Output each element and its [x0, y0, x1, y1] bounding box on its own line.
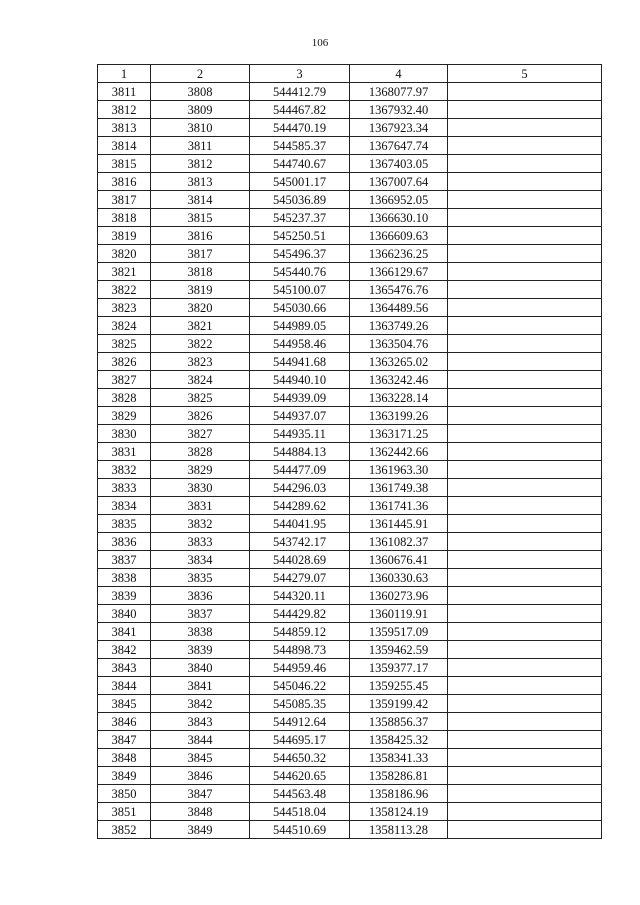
table-cell-col-4: 1361963.30 [350, 461, 448, 479]
table-cell-col-5 [448, 119, 602, 137]
table-cell-col-1: 3811 [98, 83, 151, 101]
table-cell-col-4: 1363504.76 [350, 335, 448, 353]
table-cell-col-1: 3843 [98, 659, 151, 677]
header-cell-1: 1 [98, 65, 151, 83]
table-cell-col-3: 544470.19 [250, 119, 350, 137]
table-row [98, 461, 602, 479]
table-cell-col-3: 543742.17 [250, 533, 350, 551]
table-cell-col-5 [448, 479, 602, 497]
table-cell-col-2: 3816 [151, 227, 250, 245]
table-cell-col-4: 1361741.36 [350, 497, 448, 515]
table-cell-col-1: 3851 [98, 803, 151, 821]
table-cell-col-5 [448, 407, 602, 425]
table-cell-col-2: 3838 [151, 623, 250, 641]
table-cell-col-1: 3817 [98, 191, 151, 209]
table-row [98, 371, 602, 389]
table-cell-col-3: 544940.10 [250, 371, 350, 389]
table-row [98, 749, 602, 767]
table-cell-col-4: 1363749.26 [350, 317, 448, 335]
table-row [98, 479, 602, 497]
table-cell-col-2: 3830 [151, 479, 250, 497]
table-row [98, 425, 602, 443]
table-cell-col-2: 3848 [151, 803, 250, 821]
table-cell-col-5 [448, 677, 602, 695]
table-cell-col-2: 3835 [151, 569, 250, 587]
table-row [98, 173, 602, 191]
table-cell-col-4: 1359255.45 [350, 677, 448, 695]
table-cell-col-4: 1359462.59 [350, 641, 448, 659]
table-cell-col-1: 3832 [98, 461, 151, 479]
table-cell-col-4: 1366952.05 [350, 191, 448, 209]
table-cell-col-4: 1358856.37 [350, 713, 448, 731]
table-cell-col-2: 3837 [151, 605, 250, 623]
table-cell-col-1: 3845 [98, 695, 151, 713]
table-row [98, 443, 602, 461]
table-cell-col-1: 3850 [98, 785, 151, 803]
table-cell-col-2: 3829 [151, 461, 250, 479]
table-cell-col-1: 3830 [98, 425, 151, 443]
table-cell-col-2: 3831 [151, 497, 250, 515]
table-row [98, 281, 602, 299]
table-row [98, 389, 602, 407]
table-row [98, 803, 602, 821]
table-cell-col-3: 544884.13 [250, 443, 350, 461]
table-cell-col-1: 3847 [98, 731, 151, 749]
table-cell-col-5 [448, 173, 602, 191]
table-cell-col-1: 3818 [98, 209, 151, 227]
table-cell-col-5 [448, 713, 602, 731]
table-cell-col-5 [448, 281, 602, 299]
page-number: 106 [311, 37, 329, 49]
header-cell-5: 5 [448, 65, 602, 83]
table-cell-col-3: 545237.37 [250, 209, 350, 227]
table-cell-col-3: 544279.07 [250, 569, 350, 587]
table-row [98, 407, 602, 425]
table-cell-col-1: 3826 [98, 353, 151, 371]
table-cell-col-1: 3813 [98, 119, 151, 137]
table-cell-col-2: 3815 [151, 209, 250, 227]
table-row [98, 317, 602, 335]
table-cell-col-2: 3827 [151, 425, 250, 443]
table-cell-col-1: 3831 [98, 443, 151, 461]
table-cell-col-5 [448, 371, 602, 389]
table-cell-col-5 [448, 641, 602, 659]
table-cell-col-1: 3819 [98, 227, 151, 245]
table-cell-col-3: 545030.66 [250, 299, 350, 317]
table-cell-col-5 [448, 497, 602, 515]
table-cell-col-4: 1359377.17 [350, 659, 448, 677]
header-cell-3: 3 [250, 65, 350, 83]
table-cell-col-2: 3821 [151, 317, 250, 335]
table-cell-col-5 [448, 605, 602, 623]
table-cell-col-5 [448, 443, 602, 461]
table-cell-col-2: 3840 [151, 659, 250, 677]
table-cell-col-5 [448, 317, 602, 335]
table-cell-col-2: 3841 [151, 677, 250, 695]
table-cell-col-4: 1363199.26 [350, 407, 448, 425]
table-cell-col-3: 544563.48 [250, 785, 350, 803]
table-cell-col-4: 1358425.32 [350, 731, 448, 749]
table-row [98, 623, 602, 641]
table-cell-col-5 [448, 209, 602, 227]
table-cell-col-2: 3843 [151, 713, 250, 731]
table-cell-col-2: 3819 [151, 281, 250, 299]
table-cell-col-5 [448, 749, 602, 767]
table-cell-col-4: 1358186.96 [350, 785, 448, 803]
table-cell-col-4: 1358113.28 [350, 821, 448, 839]
table-cell-col-2: 3839 [151, 641, 250, 659]
table-cell-col-1: 3814 [98, 137, 151, 155]
table-cell-col-2: 3846 [151, 767, 250, 785]
table-cell-col-1: 3844 [98, 677, 151, 695]
table-row [98, 767, 602, 785]
table-cell-col-3: 544296.03 [250, 479, 350, 497]
table-row [98, 587, 602, 605]
table-row [98, 695, 602, 713]
table-cell-col-3: 544028.69 [250, 551, 350, 569]
table-cell-col-3: 544695.17 [250, 731, 350, 749]
table-row [98, 119, 602, 137]
table-row [98, 659, 602, 677]
table-cell-col-1: 3822 [98, 281, 151, 299]
table-cell-col-5 [448, 335, 602, 353]
table-cell-col-5 [448, 515, 602, 533]
table-cell-col-3: 545250.51 [250, 227, 350, 245]
table-cell-col-1: 3827 [98, 371, 151, 389]
table-cell-col-1: 3842 [98, 641, 151, 659]
table-cell-col-2: 3842 [151, 695, 250, 713]
table-cell-col-5 [448, 587, 602, 605]
table-cell-col-4: 1358286.81 [350, 767, 448, 785]
table-cell-col-3: 544898.73 [250, 641, 350, 659]
table-cell-col-5 [448, 461, 602, 479]
table-cell-col-5 [448, 299, 602, 317]
table-cell-col-3: 544740.67 [250, 155, 350, 173]
table-row [98, 785, 602, 803]
table-cell-col-2: 3810 [151, 119, 250, 137]
table-cell-col-5 [448, 245, 602, 263]
table-cell-col-3: 544477.09 [250, 461, 350, 479]
table-row [98, 641, 602, 659]
table-cell-col-4: 1364489.56 [350, 299, 448, 317]
table-cell-col-1: 3846 [98, 713, 151, 731]
table-cell-col-5 [448, 785, 602, 803]
table-cell-col-4: 1360330.63 [350, 569, 448, 587]
table-row [98, 263, 602, 281]
table-cell-col-1: 3849 [98, 767, 151, 785]
table-cell-col-3: 545440.76 [250, 263, 350, 281]
table-cell-col-4: 1360676.41 [350, 551, 448, 569]
table-row [98, 821, 602, 839]
table-row [98, 497, 602, 515]
table-cell-col-1: 3829 [98, 407, 151, 425]
table-cell-col-3: 544467.82 [250, 101, 350, 119]
table-cell-col-2: 3836 [151, 587, 250, 605]
table-cell-col-3: 545100.07 [250, 281, 350, 299]
table-cell-col-2: 3825 [151, 389, 250, 407]
table-row [98, 245, 602, 263]
table-cell-col-3: 544412.79 [250, 83, 350, 101]
table-cell-col-3: 544935.11 [250, 425, 350, 443]
table-cell-col-3: 544958.46 [250, 335, 350, 353]
table-cell-col-1: 3840 [98, 605, 151, 623]
table-cell-col-3: 545046.22 [250, 677, 350, 695]
table-cell-col-3: 545036.89 [250, 191, 350, 209]
table-cell-col-5 [448, 137, 602, 155]
table-cell-col-4: 1363171.25 [350, 425, 448, 443]
table-cell-col-4: 1366630.10 [350, 209, 448, 227]
table-cell-col-1: 3834 [98, 497, 151, 515]
table-header [98, 65, 602, 83]
table-cell-col-4: 1358341.33 [350, 749, 448, 767]
table-cell-col-3: 544510.69 [250, 821, 350, 839]
table-cell-col-2: 3809 [151, 101, 250, 119]
table-cell-col-4: 1360119.91 [350, 605, 448, 623]
table-cell-col-1: 3812 [98, 101, 151, 119]
table-cell-col-4: 1367007.64 [350, 173, 448, 191]
table-row [98, 191, 602, 209]
table-cell-col-2: 3811 [151, 137, 250, 155]
table-cell-col-4: 1363265.02 [350, 353, 448, 371]
table-cell-col-1: 3848 [98, 749, 151, 767]
table-cell-col-5 [448, 659, 602, 677]
table-cell-col-3: 544650.32 [250, 749, 350, 767]
table-cell-col-2: 3824 [151, 371, 250, 389]
table-cell-col-4: 1367647.74 [350, 137, 448, 155]
table-cell-col-2: 3818 [151, 263, 250, 281]
table-cell-col-5 [448, 353, 602, 371]
table-cell-col-2: 3844 [151, 731, 250, 749]
table-cell-col-2: 3849 [151, 821, 250, 839]
table-cell-col-3: 544941.68 [250, 353, 350, 371]
table-cell-col-5 [448, 695, 602, 713]
table-cell-col-1: 3825 [98, 335, 151, 353]
header-cell-4: 4 [350, 65, 448, 83]
table-cell-col-4: 1359517.09 [350, 623, 448, 641]
table-cell-col-2: 3833 [151, 533, 250, 551]
table-cell-col-5 [448, 83, 602, 101]
table-cell-col-1: 3841 [98, 623, 151, 641]
table-cell-col-4: 1361749.38 [350, 479, 448, 497]
table-cell-col-4: 1365476.76 [350, 281, 448, 299]
table-cell-col-3: 544041.95 [250, 515, 350, 533]
table-cell-col-3: 544289.62 [250, 497, 350, 515]
table-row [98, 713, 602, 731]
table-cell-col-3: 544518.04 [250, 803, 350, 821]
table-cell-col-4: 1366236.25 [350, 245, 448, 263]
table-row [98, 677, 602, 695]
table-cell-col-1: 3838 [98, 569, 151, 587]
table-body [98, 83, 602, 839]
table-cell-col-1: 3833 [98, 479, 151, 497]
table-cell-col-1: 3836 [98, 533, 151, 551]
table-cell-col-1: 3839 [98, 587, 151, 605]
table-cell-col-4: 1363228.14 [350, 389, 448, 407]
table-cell-col-1: 3821 [98, 263, 151, 281]
table-row [98, 83, 602, 101]
table-cell-col-4: 1367403.05 [350, 155, 448, 173]
table-cell-col-3: 544959.46 [250, 659, 350, 677]
table-cell-col-5 [448, 101, 602, 119]
table-cell-col-3: 545085.35 [250, 695, 350, 713]
table-cell-col-3: 544585.37 [250, 137, 350, 155]
table-cell-col-3: 544429.82 [250, 605, 350, 623]
table-cell-col-2: 3820 [151, 299, 250, 317]
table-row [98, 335, 602, 353]
table-cell-col-2: 3814 [151, 191, 250, 209]
table-row [98, 353, 602, 371]
table-cell-col-4: 1358124.19 [350, 803, 448, 821]
table-cell-col-5 [448, 551, 602, 569]
table-cell-col-5 [448, 155, 602, 173]
table-cell-col-3: 544320.11 [250, 587, 350, 605]
table-cell-col-1: 3823 [98, 299, 151, 317]
table-cell-col-3: 544989.05 [250, 317, 350, 335]
table-cell-col-5 [448, 533, 602, 551]
table-cell-col-1: 3816 [98, 173, 151, 191]
table-cell-col-3: 545496.37 [250, 245, 350, 263]
table-cell-col-5 [448, 821, 602, 839]
table-cell-col-5 [448, 263, 602, 281]
table-cell-col-4: 1361082.37 [350, 533, 448, 551]
table-cell-col-3: 544859.12 [250, 623, 350, 641]
table-cell-col-2: 3847 [151, 785, 250, 803]
table-cell-col-1: 3820 [98, 245, 151, 263]
table-cell-col-5 [448, 569, 602, 587]
table-cell-col-3: 545001.17 [250, 173, 350, 191]
table-cell-col-4: 1359199.42 [350, 695, 448, 713]
table-cell-col-5 [448, 425, 602, 443]
table-cell-col-5 [448, 731, 602, 749]
table-row [98, 227, 602, 245]
table-row [98, 101, 602, 119]
table-cell-col-4: 1366609.63 [350, 227, 448, 245]
table-cell-col-1: 3852 [98, 821, 151, 839]
header-row [98, 65, 602, 83]
table-cell-col-3: 544912.64 [250, 713, 350, 731]
table-row [98, 137, 602, 155]
table-cell-col-3: 544939.09 [250, 389, 350, 407]
table-cell-col-4: 1361445.91 [350, 515, 448, 533]
table-cell-col-1: 3835 [98, 515, 151, 533]
table-cell-col-3: 544620.65 [250, 767, 350, 785]
table-cell-col-2: 3834 [151, 551, 250, 569]
table-cell-col-4: 1367932.40 [350, 101, 448, 119]
table-cell-col-2: 3808 [151, 83, 250, 101]
table-row [98, 209, 602, 227]
table-cell-col-3: 544937.07 [250, 407, 350, 425]
table-cell-col-1: 3837 [98, 551, 151, 569]
table-row [98, 533, 602, 551]
table-cell-col-2: 3823 [151, 353, 250, 371]
table-cell-col-5 [448, 389, 602, 407]
table-cell-col-2: 3845 [151, 749, 250, 767]
table-cell-col-5 [448, 803, 602, 821]
table-cell-col-2: 3813 [151, 173, 250, 191]
table-cell-col-2: 3828 [151, 443, 250, 461]
table-cell-col-4: 1366129.67 [350, 263, 448, 281]
table-cell-col-4: 1368077.97 [350, 83, 448, 101]
table-cell-col-5 [448, 191, 602, 209]
table-cell-col-2: 3812 [151, 155, 250, 173]
table-cell-col-2: 3822 [151, 335, 250, 353]
table-cell-col-5 [448, 623, 602, 641]
table-cell-col-1: 3815 [98, 155, 151, 173]
coordinates-table [97, 64, 602, 839]
table-cell-col-2: 3826 [151, 407, 250, 425]
table-cell-col-2: 3817 [151, 245, 250, 263]
table-row [98, 299, 602, 317]
header-cell-2: 2 [151, 65, 250, 83]
table-cell-col-4: 1363242.46 [350, 371, 448, 389]
table-cell-col-4: 1362442.66 [350, 443, 448, 461]
table-cell-col-1: 3824 [98, 317, 151, 335]
table-row [98, 731, 602, 749]
table-row [98, 155, 602, 173]
table-cell-col-4: 1367923.34 [350, 119, 448, 137]
table-row [98, 515, 602, 533]
table-row [98, 569, 602, 587]
table-cell-col-4: 1360273.96 [350, 587, 448, 605]
table-cell-col-2: 3832 [151, 515, 250, 533]
table-row [98, 551, 602, 569]
table-cell-col-5 [448, 227, 602, 245]
table-row [98, 605, 602, 623]
table-cell-col-5 [448, 767, 602, 785]
table-cell-col-1: 3828 [98, 389, 151, 407]
